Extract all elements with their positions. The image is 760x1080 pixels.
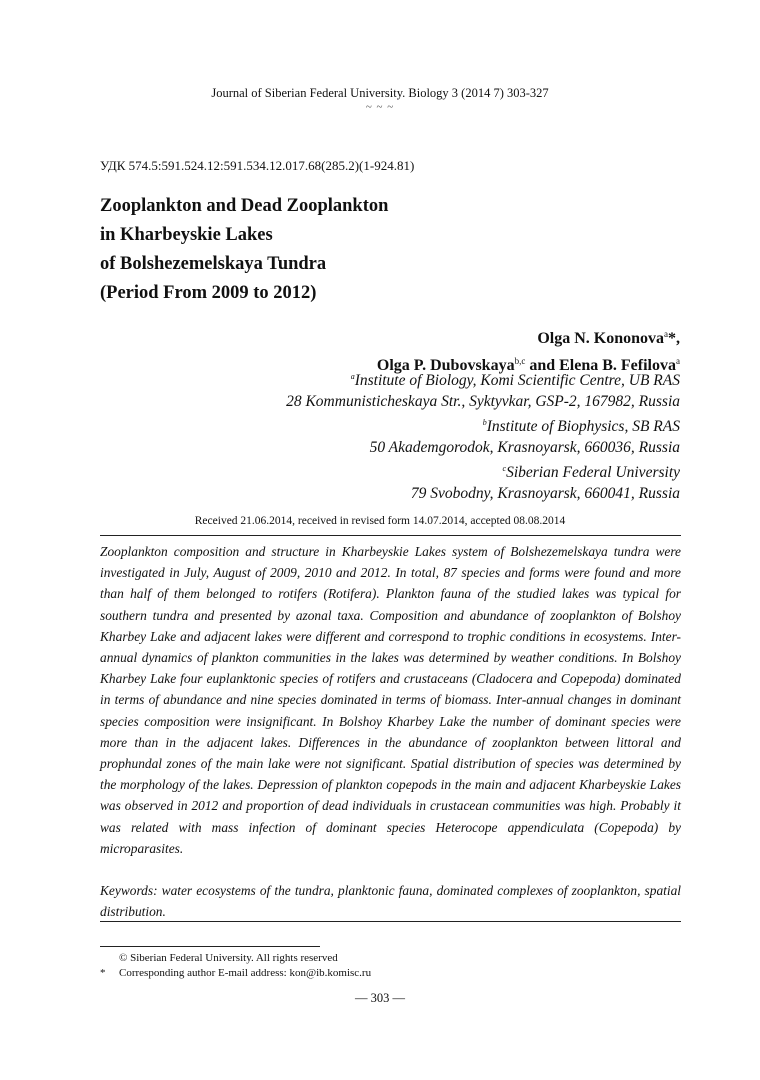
paper-title — [100, 192, 520, 308]
received-dates: Received 21.06.2014, received in revised form 14.07.2014, accepted 08.08.2014 — [194, 515, 566, 527]
affiliation-text: Institute of Biology, Komi Scientific Centre, UB RAS — [354, 372, 680, 389]
footnote-copyright — [100, 951, 338, 966]
author-connector: and — [525, 357, 560, 374]
title-line: in Kharbeyskie Lakes — [100, 225, 273, 245]
affil-sup: b — [482, 418, 487, 427]
affiliation-line: 79 Svobodny, Krasnoyarsk, 660041, Russia — [410, 485, 680, 502]
author-name: Olga N. Kononova — [537, 330, 664, 347]
footnote-corresponding — [100, 966, 371, 981]
affil-sup: a — [350, 372, 355, 381]
title-line: of Bolshezemelskaya Tundra — [100, 254, 327, 274]
page-number: — 303 — — [355, 991, 405, 1005]
title-line: Zooplankton and Dead Zooplankton — [100, 196, 389, 216]
title-line: (Period From 2009 to 2012) — [100, 283, 317, 303]
udk-code: УДК 574.5:591.524.12:591.534.12.017.68(285.2)(1-924.81) — [100, 158, 415, 173]
footnote-mark: * — [100, 967, 106, 979]
divider-bottom — [100, 921, 681, 922]
affiliation-line: 28 Kommunisticheskaya Str., Syktyvkar, GSP-2, 167982, Russia — [286, 393, 680, 410]
affiliation-line — [286, 366, 680, 391]
abstract-text: Zooplankton composition and structure in Kharbeyskie Lakes system of Bolshezemelskaya tundra were investigated in July, August of 2009, 2010 and 2012. In total, 87 species and forms were found and more than half of them belonged to rotifers (Rotifera). Plankton fauna of the studied lakes was typical for southern tundra and presented by azonal taxa. Composition and abundance of zooplankton of Bolshoy Kharbey Lake and adjacent lakes were different and correspond to trophic conditions in ecosystems. Inter-annual dynamics of plankton communities in the lakes was determined by weather conditions. In Bolshoy Kharbey Lake four euplanktonic species of rotifers and crustaceans (Cladocera and Copepoda) dominated in terms of abundance and nine species dominated in terms of biomass. Inter-annual changes in dominant species composition were insignificant. In Bolshoy Kharbey Lake the number of dominant species were more than in the adjacent lakes. Differences in the abundance of zooplankton between littoral and prophundal zones of the main lake were not significant. Spatial distribution of species was determined by the morphology of the lakes. Depression of plankton copepods in the main and adjacent Kharbeyskie Lakes was observed in 2012 and proportion of dead individuals in crustacean communities was high. Probably it was related with mass infection of dominant species Heterocope appendiculata (Copepoda) by microparasites. — [100, 544, 681, 856]
affil-sup: b,c — [514, 356, 526, 366]
divider-top — [100, 535, 681, 536]
author-name: Elena B. Fefilova — [559, 357, 676, 374]
footnote-text: © Siberian Federal University. All rights reserved — [119, 952, 338, 964]
affil-sup: a — [664, 329, 668, 339]
keywords: Keywords: water ecosystems of the tundra, planktonic fauna, dominated complexes of zooplankton, spatial distribution. — [100, 883, 681, 920]
affil-sup: c — [502, 464, 507, 473]
header-ornament: ~ ~ ~ — [365, 101, 395, 113]
affiliation-line — [286, 458, 680, 483]
footnote-text: Corresponding author E-mail address: kon@ib.komisc.ru — [119, 967, 372, 979]
affiliation-text: Institute of Biophysics, SB RAS — [486, 418, 680, 435]
affiliations — [286, 366, 680, 504]
affiliation-line: 50 Akademgorodok, Krasnoyarsk, 660036, Russia — [369, 439, 680, 456]
corresponding-mark: *, — [668, 330, 680, 347]
author-name: Olga P. Dubovskaya — [376, 357, 515, 374]
author-line-1 — [377, 323, 680, 350]
affil-sup: a — [676, 356, 680, 366]
footnote-rule — [100, 946, 320, 947]
affiliation-text: Siberian Federal University — [506, 464, 680, 481]
affiliation-line — [286, 412, 680, 437]
journal-header: Journal of Siberian Federal University. Biology 3 (2014 7) 303-327 — [211, 86, 549, 100]
